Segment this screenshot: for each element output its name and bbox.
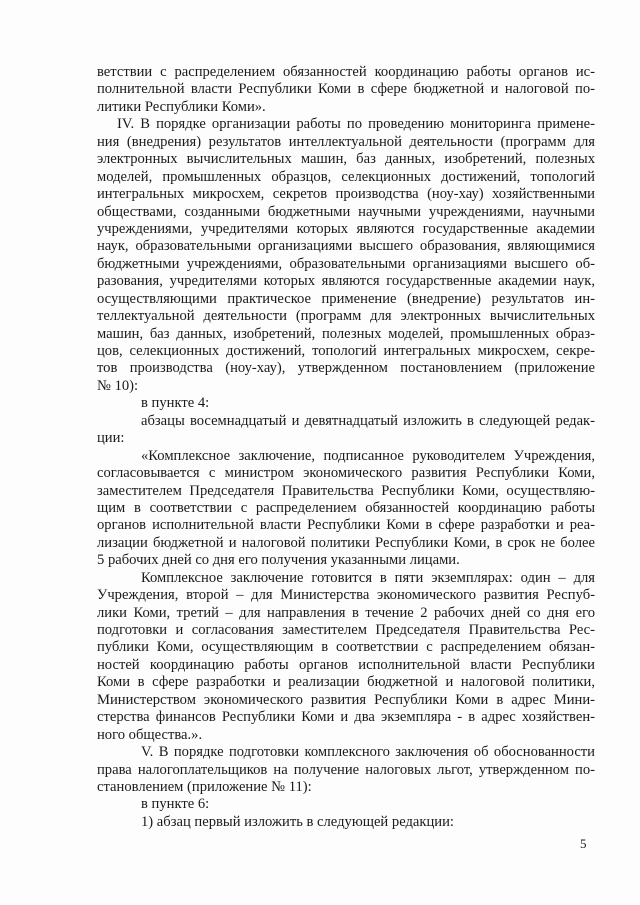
text-line: лики Коми, третий – для направления в течение 2 рабочих дней со дня его — [97, 604, 595, 621]
text-line: согласовывается с министром экономического развития Республики Коми, — [97, 465, 595, 482]
clause-point-4-line: в пункте 4: — [141, 395, 210, 412]
text-line: ции: — [97, 430, 125, 447]
text-line: подготовки и согласования заместителем Председателя Правительства Рес- — [97, 622, 595, 638]
text-line: абзацы восемнадцатый и девятнадцатый изложить в следующей редак- — [141, 412, 595, 429]
text-line: учреждениями, учредителями которых являются государственные академии — [97, 220, 595, 237]
text-line: лизации бюджетной и налоговой политики Республики Коми, в срок не более — [97, 534, 595, 551]
section-v-heading-line: V. В порядке подготовки комплексного заключения об обоснованности — [141, 744, 595, 761]
text-line: теллектуальной деятельности (программ для электронных вычислительных — [97, 308, 595, 325]
text-line: органов исполнительной власти Республики Коми в сфере разработки и реа- — [97, 517, 595, 534]
text-line: тов производства (ноу-хау), утвержденном постановлением (приложение — [97, 360, 595, 377]
text-line: цов, селекционных достижений, топологий интегральных микросхем, секре- — [97, 343, 595, 359]
text-line: публики Коми, осуществляющим в соответствии с распределением обязан- — [97, 639, 595, 656]
text-line: щим в соответствии с распределением обязанностей координацию работы — [97, 499, 595, 516]
text-line: машин, баз данных, изобретений, полезных моделей, промышленных образ- — [97, 325, 595, 342]
text-line: ветствии с распределением обязанностей координацию работы органов ис- — [97, 64, 595, 80]
text-line: 1) абзац первый изложить в следующей редакции: — [141, 813, 454, 830]
text-line: электронных вычислительных машин, баз данных, изобретений, полезных — [97, 151, 595, 168]
text-line: литики Республики Коми». — [97, 98, 266, 115]
text-line: № 10): — [97, 377, 139, 394]
text-line: осуществляющими практическое применение (внедрение) результатов ин- — [97, 290, 595, 307]
text-line: моделей, промышленных образцов, селекционных достижений, топологий — [97, 168, 595, 185]
clause-point-6-line: в пункте 6: — [141, 796, 210, 813]
text-line: ного общества.». — [97, 726, 203, 743]
section-iv-heading-line: IV. В порядке организации работы по проведению мониторинга примене- — [117, 116, 595, 133]
text-line: становлением (приложение № 11): — [97, 778, 312, 795]
text-line: полнительной власти Республики Коми в сфере бюджетной и налоговой по- — [97, 81, 595, 98]
text-line: 5 рабочих дней со дня его получения указанными лицами. — [97, 552, 460, 569]
text-line: обществами, созданными бюджетными научными учреждениями, научными — [97, 203, 595, 220]
text-line: ностей координацию работы органов исполнительной власти Республики — [97, 656, 595, 673]
document-body — [97, 64, 595, 831]
text-line: заместителем Председателя Правительства Республики Коми, осуществляю- — [97, 482, 595, 499]
page-number: 5 — [580, 836, 587, 851]
text-line: разования, учредителями которых являются государственные академии наук, — [97, 273, 595, 290]
text-line: Учреждения, второй – для Министерства экономического развития Респуб- — [97, 587, 595, 604]
text-line: ния (внедрения) результатов интеллектуальной деятельности (программ для — [97, 133, 595, 150]
text-line: Министерством экономического развития Республики Коми в адрес Мини- — [97, 691, 595, 708]
text-line: стерства финансов Республики Коми и два экземпляра - в адрес хозяйствен- — [97, 709, 595, 726]
text-line: Комплексное заключение готовится в пяти экземплярах: один – для — [141, 569, 595, 586]
text-line: интегральных микросхем, секретов производства (ноу-хау) хозяйственными — [97, 186, 595, 203]
text-line: права налогоплательщиков на получение налоговых льгот, утвержденном по- — [97, 761, 595, 778]
quote-start-line: «Комплексное заключение, подписанное руководителем Учреждения, — [141, 447, 595, 464]
text-line: наук, образовательными организациями высшего образования, являющимися — [97, 238, 595, 255]
text-line: бюджетными учреждениями, образовательными организациями высшего об- — [97, 255, 595, 272]
text-line: Коми в сфере разработки и реализации бюджетной и налоговой политики, — [97, 674, 595, 691]
